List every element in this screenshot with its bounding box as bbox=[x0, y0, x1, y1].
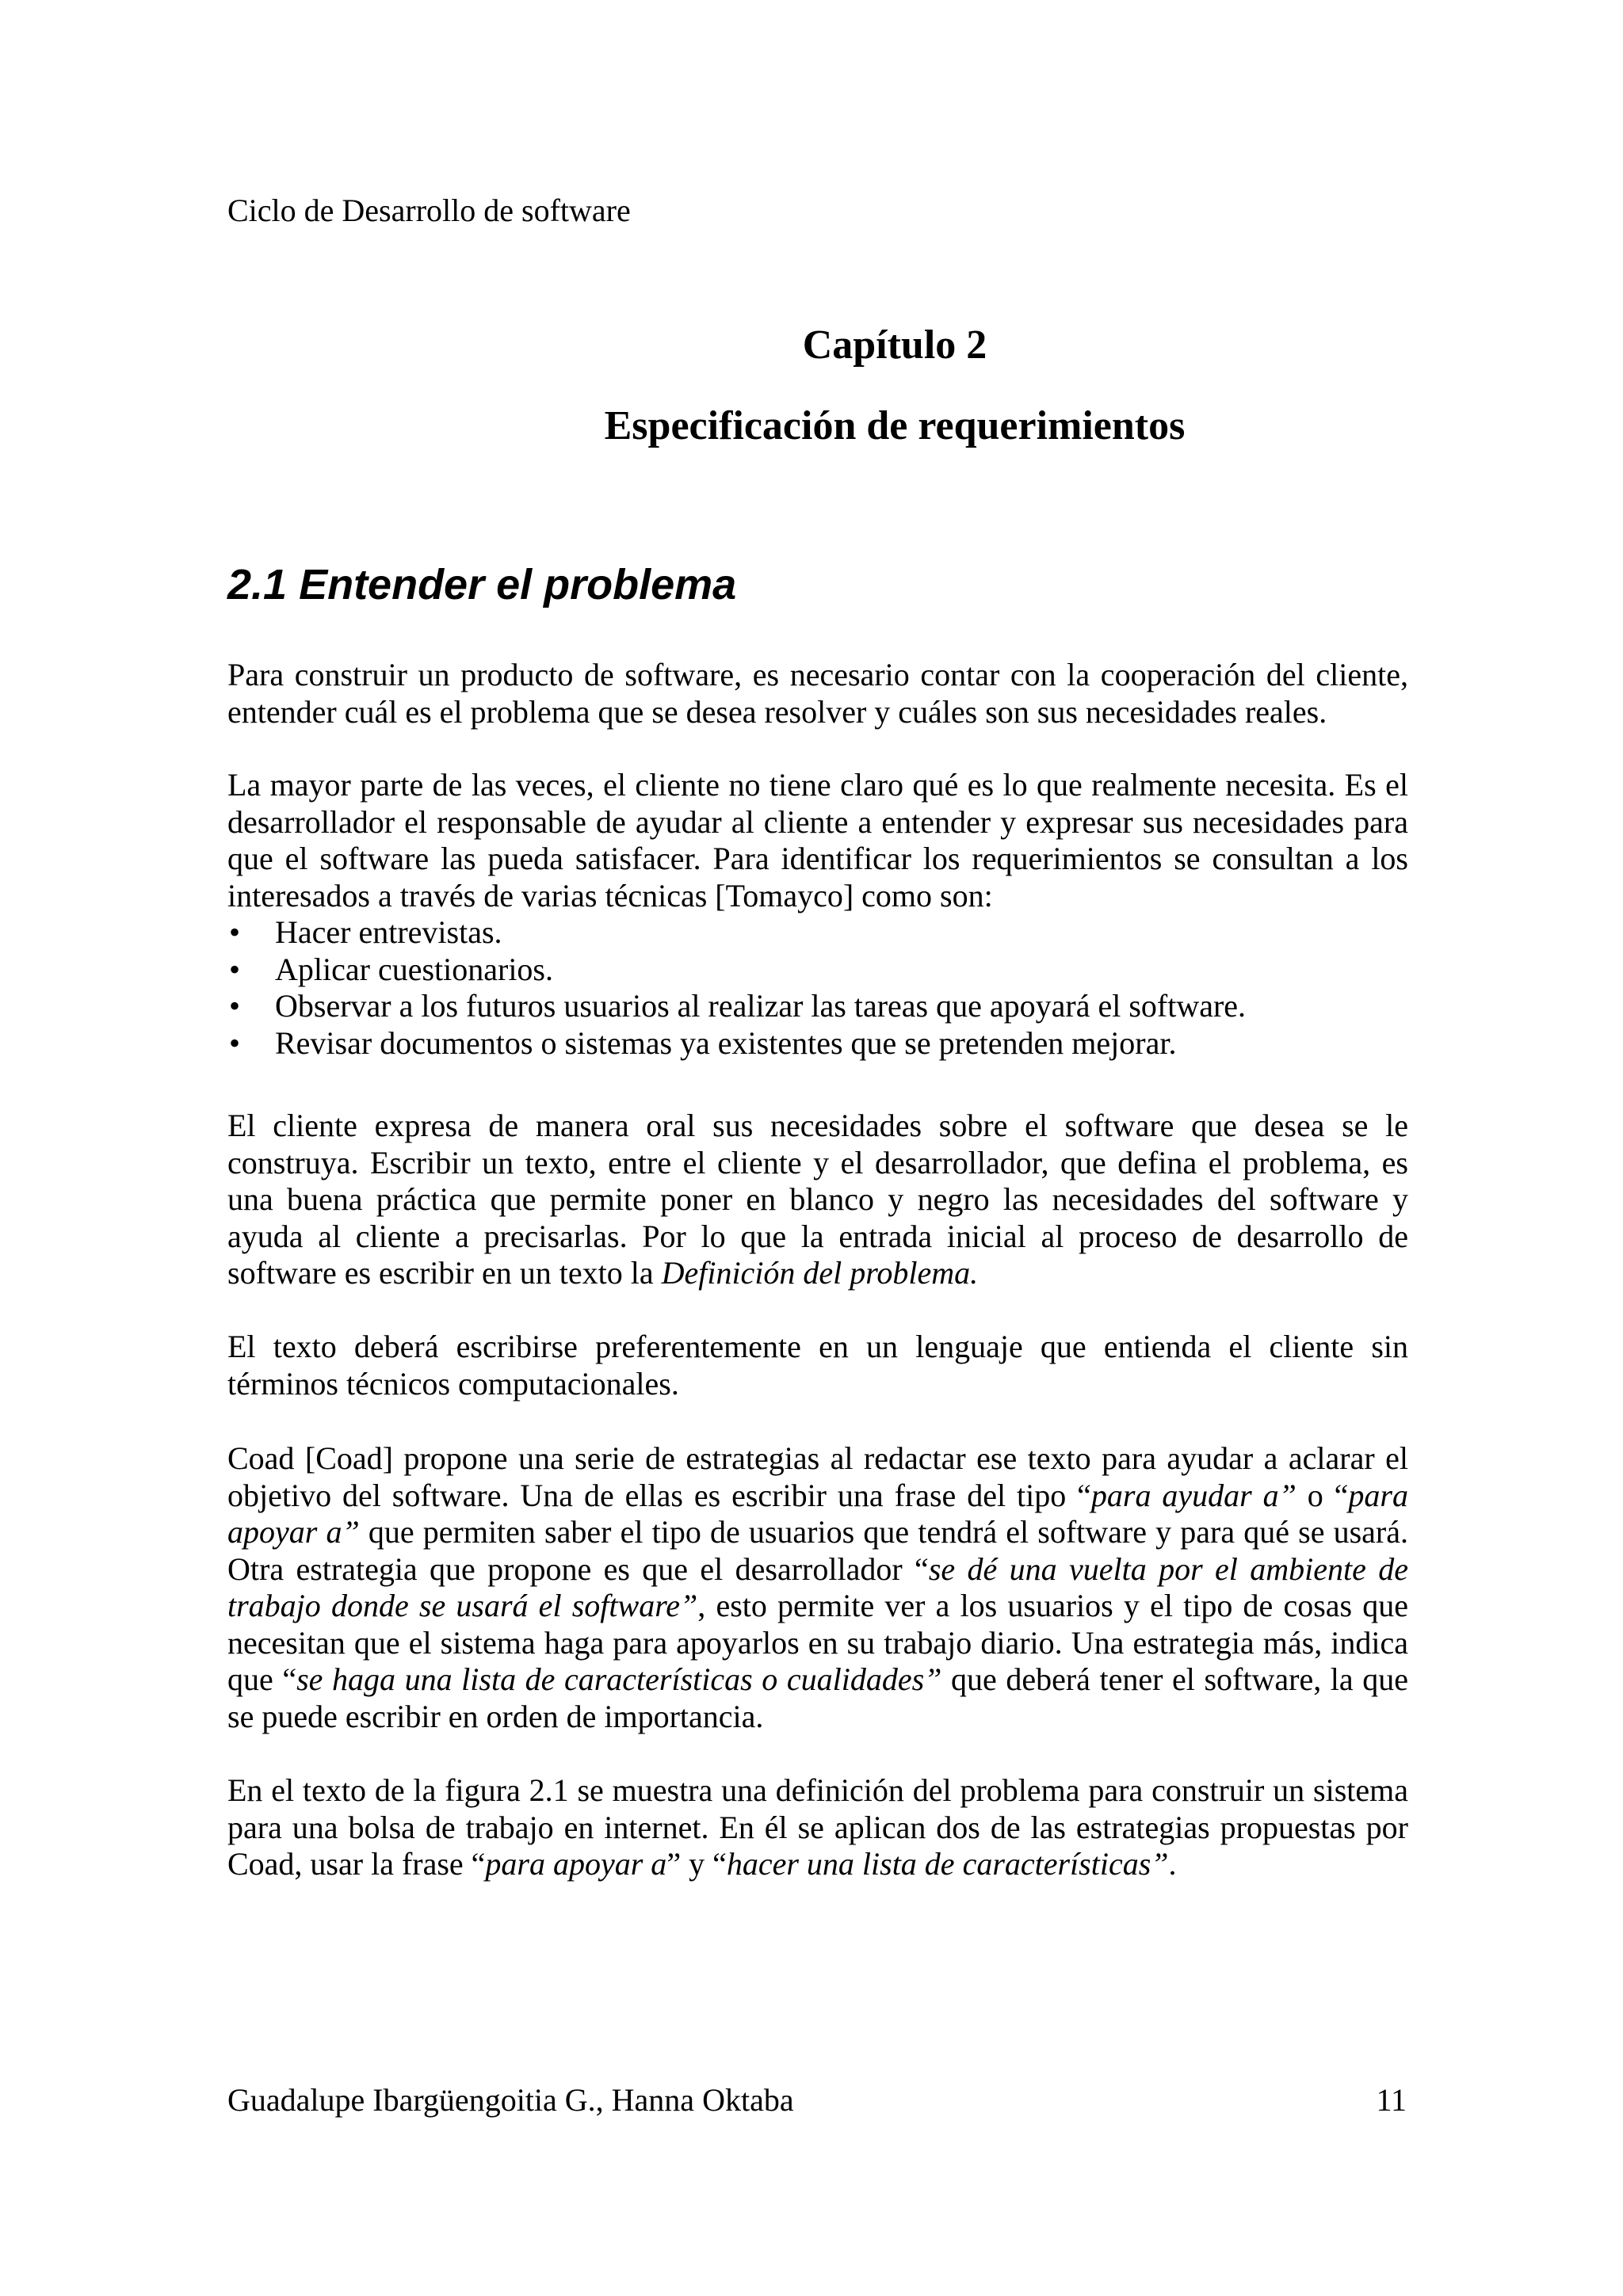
paragraph-intro: Para construir un producto de software, es necesario contar con la cooperación del cliente, entender cuál es el problema que se desea resolver y cuáles son sus necesidades reales. bbox=[227, 657, 1408, 730]
list-item bbox=[227, 914, 1246, 952]
list-item bbox=[227, 1025, 1246, 1062]
bullet-icon: • bbox=[229, 988, 241, 1024]
paragraph-figure-reference bbox=[227, 1772, 1408, 1883]
paragraph-text: Coad [Coad] propone una serie de estrategias al redactar ese texto para ayudar a aclarar el objetivo del software. Una de ellas es escribir una frase del tipo “ bbox=[227, 1440, 1408, 1513]
footer-authors: Guadalupe Ibargüengoitia G., Hanna Oktaba bbox=[227, 2082, 794, 2118]
emphasis-text: hacer una lista de características” bbox=[726, 1846, 1169, 1882]
list-item-text: Aplicar cuestionarios. bbox=[275, 951, 553, 987]
emphasis-text: Definición del problema. bbox=[661, 1255, 979, 1291]
emphasis-text: para apoyar a” bbox=[227, 1477, 1408, 1550]
paragraph-text: El cliente expresa de manera oral sus necesidades sobre el software que desea se le construya. Escribir un texto, entre el cliente y el desarrollador, que defina el problema, es una buena práctica que permite poner en blanco y negro las necesidades del software y ayuda al cliente a precisarlas. Por lo que la entrada inicial al proceso de desarrollo de software es escribir en un texto la bbox=[227, 1108, 1408, 1291]
paragraph-coad-strategies bbox=[227, 1440, 1408, 1735]
list-item-text: Revisar documentos o sistemas ya existentes que se pretenden mejorar. bbox=[275, 1024, 1177, 1061]
bullet-icon: • bbox=[229, 914, 241, 950]
bullet-icon: • bbox=[229, 951, 241, 987]
paragraph-text: o “ bbox=[1296, 1477, 1349, 1513]
paragraph-text: . bbox=[1168, 1846, 1177, 1882]
section-heading: 2.1 Entender el problema bbox=[227, 561, 737, 608]
paragraph-text: , esto permite ver a los usuarios y el tipo de cosas que necesitan que el sistema haga para apoyarlos en su trabajo diario. Una estrategia más, indica que “ bbox=[227, 1588, 1409, 1697]
list-item bbox=[227, 952, 1246, 989]
chapter-number: Capítulo 2 bbox=[802, 322, 987, 368]
running-header: Ciclo de Desarrollo de software bbox=[227, 193, 631, 228]
list-item-text: Observar a los futuros usuarios al realizar las tareas que apoyará el software. bbox=[275, 988, 1247, 1024]
paragraph-techniques: La mayor parte de las veces, el cliente no tiene claro qué es lo que realmente necesita. Es el desarrollador el responsable de ayudar al cliente a entender y expresar sus necesidades para que el software las pueda satisfacer. Para identificar los requerimientos se consultan a los interesados a través de varias técnicas [Tomayco] como son: bbox=[227, 767, 1408, 913]
techniques-list bbox=[227, 914, 1246, 1062]
paragraph-text: En el texto de la figura 2.1 se muestra una definición del problema para construir un sistema para una bolsa de trabajo en internet. En él se aplican dos de las estrategias propuestas por Coad, usar la frase “ bbox=[227, 1772, 1408, 1882]
emphasis-text: se dé una vuelta por el ambiente de trabajo donde se usará el software” bbox=[227, 1550, 1409, 1623]
bullet-icon: • bbox=[229, 1024, 241, 1061]
paragraph-text: que permiten saber el tipo de usuarios que tendrá el software y para qué se usará. Otra estrategia que propone es que el desarrollador “ bbox=[227, 1514, 1408, 1587]
paragraph-problem-definition bbox=[227, 1108, 1408, 1292]
page-number: 11 bbox=[1376, 2082, 1407, 2118]
list-item-text: Hacer entrevistas. bbox=[275, 914, 502, 950]
emphasis-text: se haga una lista de características o cualidades” bbox=[296, 1661, 942, 1697]
list-item bbox=[227, 988, 1246, 1025]
paragraph-text: que deberá tener el software, la que se puede escribir en orden de importancia. bbox=[227, 1661, 1408, 1734]
emphasis-text: para ayudar a” bbox=[1090, 1477, 1296, 1513]
chapter-title: Especificación de requerimientos bbox=[604, 403, 1186, 448]
paragraph-language: El texto deberá escribirse preferentemente en un lenguaje que entienda el cliente sin términos técnicos computacionales. bbox=[227, 1329, 1408, 1402]
emphasis-text: para apoyar a bbox=[485, 1846, 667, 1882]
paragraph-text: ” y “ bbox=[666, 1846, 727, 1882]
